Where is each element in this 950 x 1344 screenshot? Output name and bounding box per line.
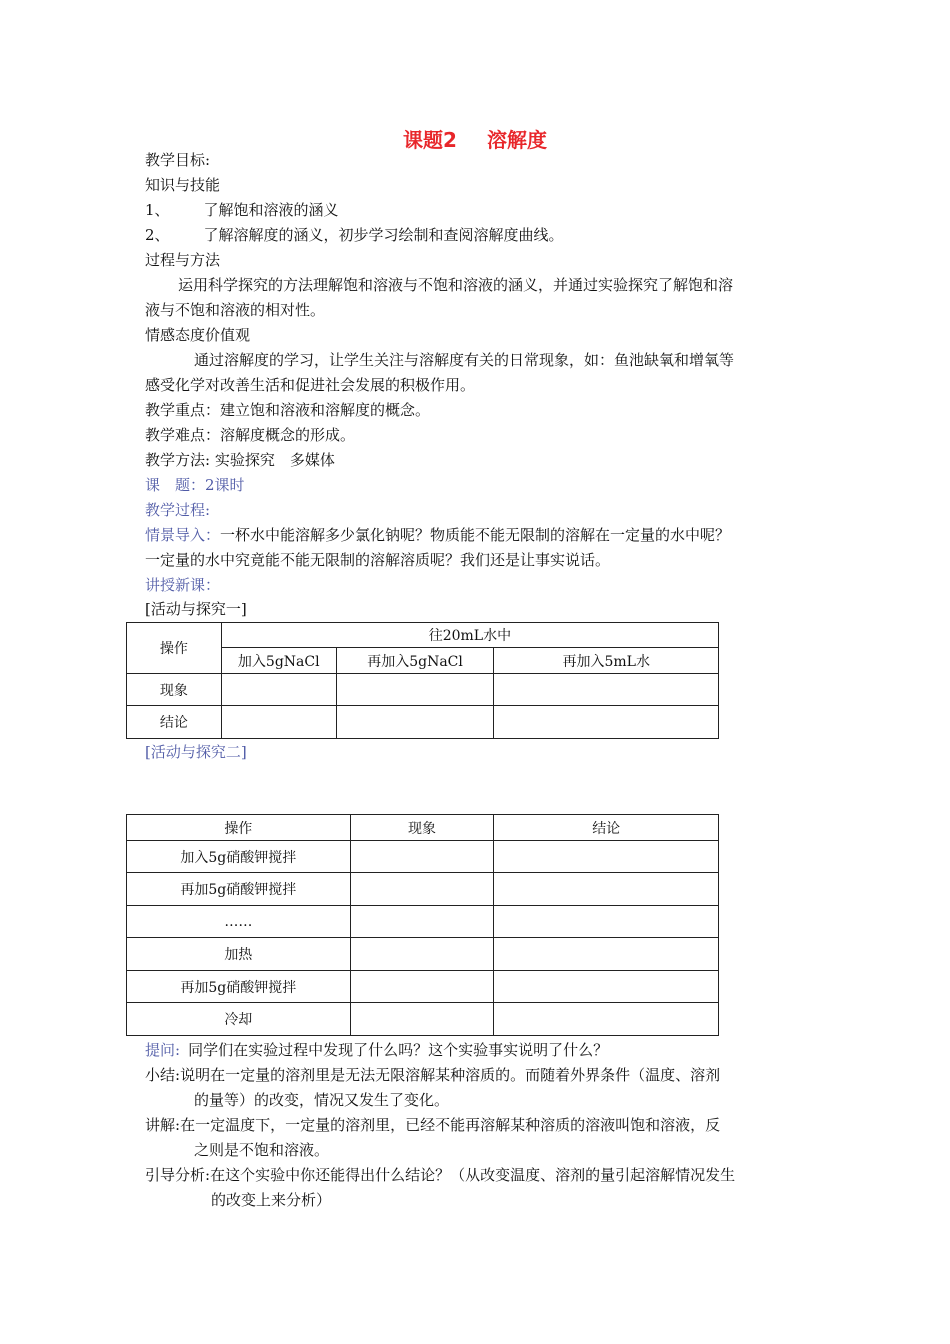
table2-row-operation: 加热: [127, 938, 351, 971]
table-cell: [336, 706, 494, 739]
table-cell: [494, 841, 719, 873]
explanation-label: 讲解:: [145, 1116, 181, 1134]
table2-row-operation: 冷却: [127, 1003, 351, 1036]
summary-line-2: 的量等）的改变，情况又发生了变化。: [194, 1091, 450, 1109]
objective-item-2: [145, 224, 564, 246]
explanation-line-1: [145, 1114, 720, 1136]
table-cell: [494, 906, 719, 938]
teaching-process-heading: 教学过程:: [145, 501, 211, 519]
table1-group-header: 往20mL水中: [221, 623, 718, 648]
table-cell: [350, 1003, 494, 1036]
table-cell: [350, 971, 494, 1003]
table1-row-phenomenon: 现象: [127, 674, 222, 706]
lesson-hours: [145, 474, 245, 496]
scenario-intro-text-2: 一定量的水中究竟能不能无限制的溶解溶质呢？我们还是让事实说话。: [145, 551, 611, 569]
activity-two-heading: [活动与探究二]: [145, 743, 247, 761]
table2-row-operation: 再加5g硝酸钾搅拌: [127, 971, 351, 1003]
summary-label: 小结:: [145, 1066, 181, 1084]
table-cell: [350, 841, 494, 873]
question-line: [145, 1039, 608, 1061]
table2-conclusion-header: 结论: [494, 815, 719, 841]
process-method-text-1: 运用科学探究的方法理解饱和溶液与不饱和溶液的涵义，并通过实验探究了解饱和溶: [178, 276, 734, 294]
key-point: 教学重点：建立饱和溶液和溶解度的概念。: [145, 401, 431, 419]
difficulty: 教学难点：溶解度概念的形成。: [145, 426, 356, 444]
table2-phenomenon-header: 现象: [350, 815, 494, 841]
lesson-hours-label: 课 题：: [145, 476, 206, 494]
table2-row-operation: 再加5g硝酸钾搅拌: [127, 873, 351, 906]
question-label: 提问:: [145, 1041, 181, 1059]
title-topic: 溶解度: [486, 128, 547, 152]
activity-one-table: [126, 622, 719, 739]
table-cell: [494, 674, 719, 706]
table-cell: [221, 674, 336, 706]
page-title: [0, 124, 950, 153]
item-text: 了解溶解度的涵义，初步学习绘制和查阅溶解度曲线。: [203, 226, 564, 244]
activity-one-heading: [活动与探究一]: [145, 600, 247, 618]
scenario-intro-text: 一杯水中能溶解多少氯化钠呢？物质能不能无限制的溶解在一定量的水中呢？: [220, 526, 731, 544]
item-number: 2、: [145, 226, 170, 244]
summary-text: 说明在一定量的溶剂里是无法无限溶解某种溶质的。而随着外界条件（温度、溶剂: [180, 1066, 721, 1084]
table-cell: [350, 906, 494, 938]
table1-operation-header: 操作: [127, 623, 222, 674]
attitude-heading: 情感态度价值观: [145, 326, 251, 344]
table-cell: [494, 971, 719, 1003]
table1-col-add-nacl: 加入5gNaCl: [221, 648, 336, 674]
summary-line-1: [145, 1064, 720, 1086]
table1-col-add-water: 再加入5mL水: [494, 648, 719, 674]
table-cell: [494, 1003, 719, 1036]
attitude-text-1: 通过溶解度的学习，让学生关注与溶解度有关的日常现象，如：鱼池缺氧和增氧等: [194, 351, 735, 369]
table-cell: [494, 873, 719, 906]
new-lesson-heading: 讲授新课：: [145, 576, 221, 594]
table2-row-operation: ……: [127, 906, 351, 938]
table-cell: [494, 938, 719, 971]
scenario-intro-label: 情景导入：: [145, 526, 221, 544]
table-cell: [350, 873, 494, 906]
objective-item-1: [145, 199, 339, 221]
guided-analysis-line-1: [145, 1164, 735, 1186]
item-text: 了解饱和溶液的涵义: [203, 201, 339, 219]
scenario-intro: [145, 524, 730, 546]
explanation-line-2: 之则是不饱和溶液。: [194, 1141, 330, 1159]
item-number: 1、: [145, 201, 170, 219]
table-cell: [494, 706, 719, 739]
table1-row-conclusion: 结论: [127, 706, 222, 739]
knowledge-skills-heading: 知识与技能: [145, 176, 221, 194]
table-cell: [350, 938, 494, 971]
activity-two-table: [126, 814, 719, 1036]
guided-analysis-text: 在这个实验中你还能得出什么结论？（从改变温度、溶剂的量引起溶解情况发生: [210, 1166, 736, 1184]
table-cell: [221, 706, 336, 739]
table-cell: [336, 674, 494, 706]
teaching-method: 教学方法: 实验探究 多媒体: [145, 451, 335, 469]
attitude-text-2: 感受化学对改善生活和促进社会发展的积极作用。: [145, 376, 476, 394]
guided-analysis-line-2: 的改变上来分析）: [211, 1191, 332, 1209]
process-method-heading: 过程与方法: [145, 251, 221, 269]
table2-operation-header: 操作: [127, 815, 351, 841]
title-lesson-number: 课题2: [403, 128, 457, 152]
explanation-text: 在一定温度下，一定量的溶剂里，已经不能再溶解某种溶质的溶液叫饱和溶液，反: [180, 1116, 721, 1134]
teaching-objectives-heading: 教学目标:: [145, 151, 211, 169]
table2-row-operation: 加入5g硝酸钾搅拌: [127, 841, 351, 873]
question-text: 同学们在实验过程中发现了什么吗？这个实验事实说明了什么？: [188, 1041, 609, 1059]
guided-analysis-label: 引导分析:: [145, 1166, 211, 1184]
lesson-hours-value: 2课时: [205, 476, 245, 494]
process-method-text-2: 液与不饱和溶液的相对性。: [145, 301, 326, 319]
table1-col-add-more-nacl: 再加入5gNaCl: [336, 648, 494, 674]
